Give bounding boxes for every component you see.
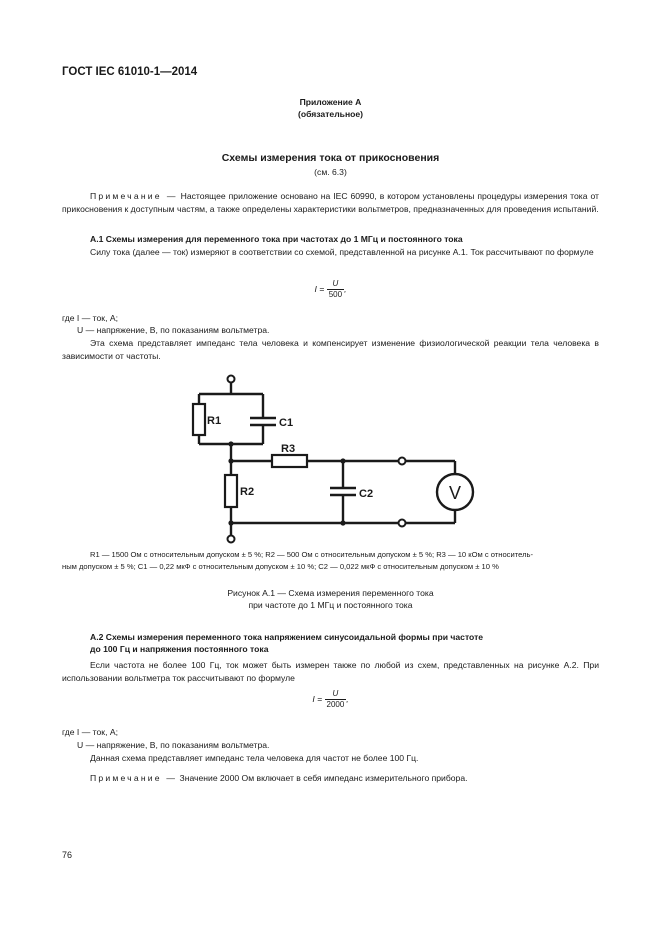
section-a2-heading-1: А.2 Схемы измерения переменного тока напряжением синусоидальной формы при частоте xyxy=(90,632,484,642)
section-a2-explanation: Данная схема представляет импеданс тела человека для частот не более 100 Гц. xyxy=(90,753,419,763)
note-1-text: Настоящее приложение основано на IEC 60990, в котором установлены процедуры измерения тока от прикосновения к доступным частям, а также определены характеристики вольтметров, предназначенных для проведения испытаний. xyxy=(62,191,599,214)
section-a1-intro: Силу тока (далее — ток) измеряют в соответствии со схемой, представленной на рисунке А.1. Ток рассчитывают по формуле xyxy=(90,247,594,257)
document-header: ГОСТ IEC 61010-1—2014 xyxy=(62,66,198,78)
section-a1-heading: А.1 Схемы измерения для переменного тока при частотах до 1 МГц и постоянного тока xyxy=(90,234,463,244)
terminals xyxy=(228,376,406,543)
output-terminal-bottom xyxy=(399,520,406,527)
formula-1-numerator: U xyxy=(327,279,344,290)
components-line-1: R1 — 1500 Ом с относительным допуском ± 5 %; R2 — 500 Ом с относительным допуском ± 5 %; R3 — 10 кОм с относитель- xyxy=(90,550,534,559)
note-2 xyxy=(62,772,599,785)
section-title: Схемы измерения тока от прикосновения xyxy=(221,152,440,164)
input-terminal-top xyxy=(228,376,235,383)
page-number: 76 xyxy=(62,850,73,860)
formula-2 xyxy=(62,689,599,710)
formula-2-fraction xyxy=(325,689,347,710)
figure-caption-1: Рисунок А.1 — Схема измерения переменного тока xyxy=(227,588,434,598)
section-reference: (см. 6.3) xyxy=(314,167,347,177)
formula-1-lhs: I = xyxy=(314,283,325,294)
output-terminal-top xyxy=(399,458,406,465)
note-2-label: Примечание — xyxy=(90,773,178,783)
label-r3: R3 xyxy=(281,443,296,455)
note-1-label: Примечание — xyxy=(90,191,178,201)
resistor-r3 xyxy=(272,455,307,467)
formula-1-denominator: 500 xyxy=(328,290,343,299)
capacitor-c2 xyxy=(330,488,356,495)
label-r2: R2 xyxy=(240,486,255,498)
input-terminal-bottom xyxy=(228,536,235,543)
where-2-voltage: U — напряжение, В, по показаниям вольтметра. xyxy=(77,740,270,750)
resistor-r1 xyxy=(193,404,205,435)
section-a1-explanation: Эта схема представляет импеданс тела человека и компенсирует изменение физиологической реакции тела человека в зависимости от частоты. xyxy=(62,338,599,361)
resistor-r2 xyxy=(225,475,237,507)
label-c2: C2 xyxy=(359,488,374,500)
where-2-current: где I — ток, А; xyxy=(62,727,118,737)
capacitor-c1 xyxy=(250,418,276,425)
section-a2-intro: Если частота не более 100 Гц, ток может быть измерен также по любой из схем, представленных на рисунке А.2. При использовании вольтметра ток рассчитывают по формуле xyxy=(62,660,599,683)
annex-title: Приложение А xyxy=(299,97,362,107)
where-1-current: где I — ток, А; xyxy=(62,313,118,323)
label-r1: R1 xyxy=(207,415,222,427)
formula-1-end: , xyxy=(344,283,347,294)
section-a2-heading-2: до 100 Гц и напряжения постоянного тока xyxy=(90,644,269,654)
components-line-2: ным допуском ± 5 %; С1 — 0,22 мкФ с относительным допуском ± 10 %; С2 — 0,022 мкФ с относительным допуском ± 10 % xyxy=(62,562,499,571)
voltmeter-label: V xyxy=(448,483,462,503)
figure-caption-2: при частоте до 1 МГц и постоянного тока xyxy=(248,600,413,610)
formula-2-numerator: U xyxy=(325,689,347,700)
label-c1: C1 xyxy=(279,417,294,429)
annex-status: (обязательное) xyxy=(297,109,364,119)
formula-2-end: , xyxy=(346,693,349,704)
formula-2-denominator: 2000 xyxy=(326,700,345,709)
formula-2-lhs: I = xyxy=(312,693,323,704)
where-1-voltage: U — напряжение, В, по показаниям вольтметра. xyxy=(77,325,270,335)
note-2-text: Значение 2000 Ом включает в себя импеданс измерительного прибора. xyxy=(179,773,468,783)
